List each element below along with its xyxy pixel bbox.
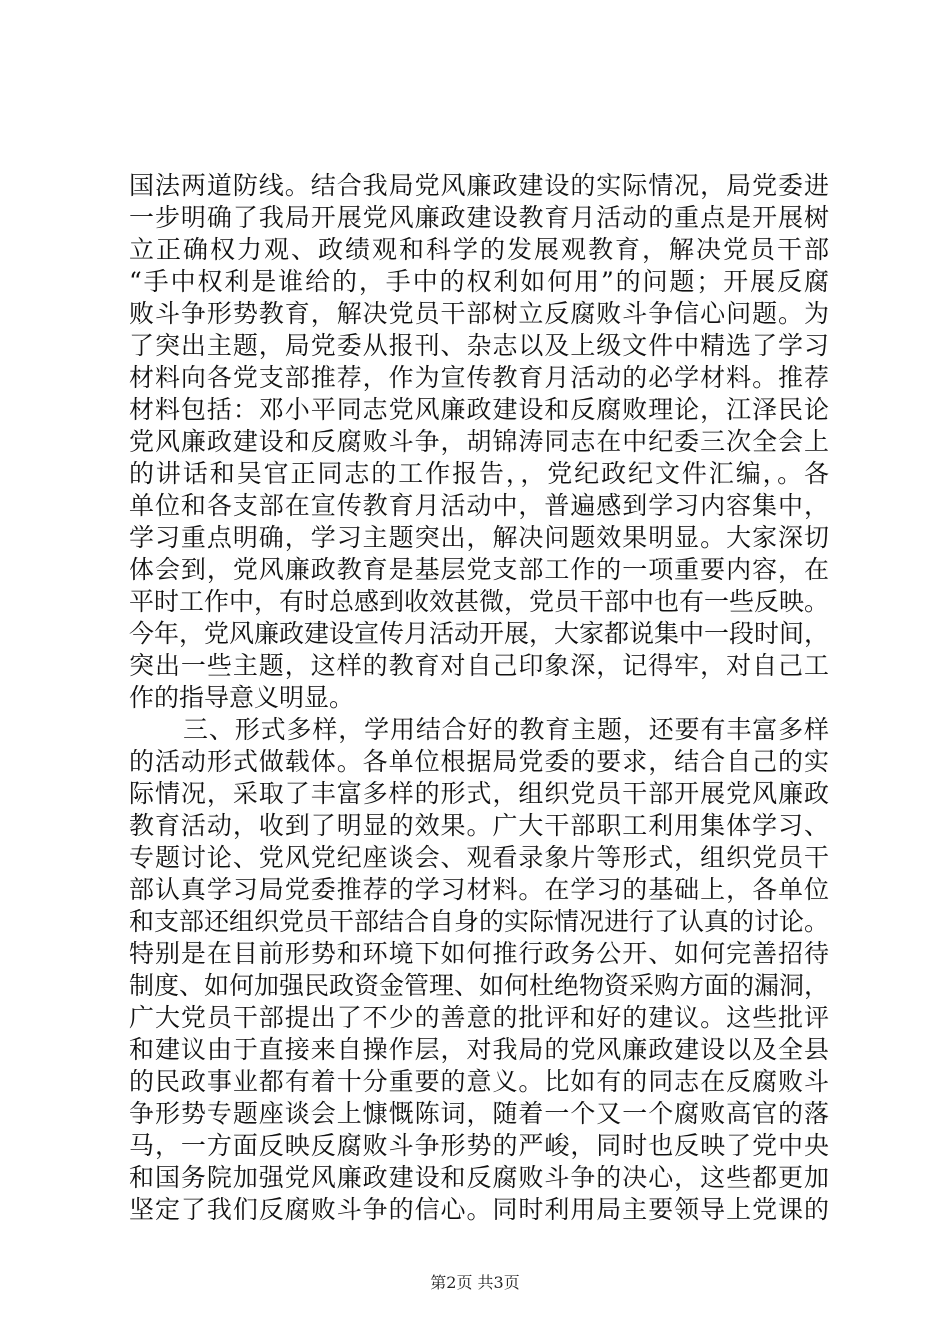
text-line: 党风廉政建设和反腐败斗争，胡锦涛同志在中纪委三次全会上 xyxy=(129,427,829,456)
text-line: 国法两道防线。结合我局党风廉政建设的实际情况，局党委进 xyxy=(129,171,829,200)
text-line: 和建议由于直接来自操作层，对我局的党风廉政建设以及全县 xyxy=(129,1035,829,1064)
text-line: 今年，党风廉政建设宣传月活动开展，大家都说集中一段时间， xyxy=(129,619,830,648)
text-line: 马，一方面反映反腐败斗争形势的严峻，同时也反映了党中央 xyxy=(129,1131,829,1160)
text-line: 专题讨论、党风党纪座谈会、观看录象片等形式，组织党员干 xyxy=(129,843,829,872)
text-line: 立正确权力观、政绩观和科学的发展观教育，解决党员干部 xyxy=(129,235,829,264)
text-line: 材料向各党支部推荐，作为宣传教育月活动的必学材料。推荐 xyxy=(129,363,829,392)
text-line: 的讲话和吴官正同志的工作报告，，党纪政纪文件汇编，。各 xyxy=(129,459,829,488)
page-number-footer: 第2页 共3页 xyxy=(430,1273,520,1292)
text-line: 的民政事业都有着十分重要的意义。比如有的同志在反腐败斗 xyxy=(129,1067,829,1096)
text-line: 广大党员干部提出了不少的善意的批评和好的建议。这些批评 xyxy=(129,1003,829,1032)
text-line: 学习重点明确，学习主题突出，解决问题效果明显。大家深切 xyxy=(129,523,829,552)
text-line: 制度、如何加强民政资金管理、如何杜绝物资采购方面的漏洞， xyxy=(129,971,830,1000)
text-line: 的活动形式做载体。各单位根据局党委的要求，结合自己的实 xyxy=(129,747,829,776)
section-heading-line: 三、形式多样，学用结合好的教育主题，还要有丰富多样 xyxy=(183,715,829,744)
body-text xyxy=(129,170,829,1226)
paragraph-end-line: 作的指导意义明显。 xyxy=(129,683,355,712)
text-line: 际情况，采取了丰富多样的形式，组织党员干部开展党风廉政 xyxy=(129,779,829,808)
text-line: 争形势专题座谈会上慷慨陈词，随着一个又一个腐败高官的落 xyxy=(129,1099,829,1128)
text-line: 一步明确了我局开展党风廉政建设教育月活动的重点是开展树 xyxy=(129,203,829,232)
text-line: 部认真学习局党委推荐的学习材料。在学习的基础上，各单位 xyxy=(129,875,829,904)
text-line: 和国务院加强党风廉政建设和反腐败斗争的决心，这些都更加 xyxy=(129,1163,829,1192)
text-line: 突出一些主题，这样的教育对自己印象深，记得牢，对自己工 xyxy=(129,651,829,680)
text-line: 教育活动，收到了明显的效果。广大干部职工利用集体学习、 xyxy=(129,811,829,840)
text-line: 平时工作中，有时总感到收效甚微，党员干部中也有一些反映。 xyxy=(129,587,830,616)
text-line: 了突出主题，局党委从报刊、杂志以及上级文件中精选了学习 xyxy=(129,331,829,360)
text-line: 体会到，党风廉政教育是基层党支部工作的一项重要内容，在 xyxy=(129,555,829,584)
text-line: 特别是在目前形势和环境下如何推行政务公开、如何完善招待 xyxy=(129,939,829,968)
text-line: 和支部还组织党员干部结合自身的实际情况进行了认真的讨论。 xyxy=(129,907,830,936)
text-line: 败斗争形势教育，解决党员干部树立反腐败斗争信心问题。为 xyxy=(129,299,829,328)
text-line: 坚定了我们反腐败斗争的信心。同时利用局主要领导上党课的 xyxy=(129,1195,829,1224)
text-line: 材料包括：邓小平同志党风廉政建设和反腐败理论，江泽民论 xyxy=(129,395,829,424)
text-line: “手中权利是谁给的，手中的权利如何用”的问题；开展反腐 xyxy=(129,267,829,296)
text-line: 单位和各支部在宣传教育月活动中，普遍感到学习内容集中， xyxy=(129,491,829,520)
